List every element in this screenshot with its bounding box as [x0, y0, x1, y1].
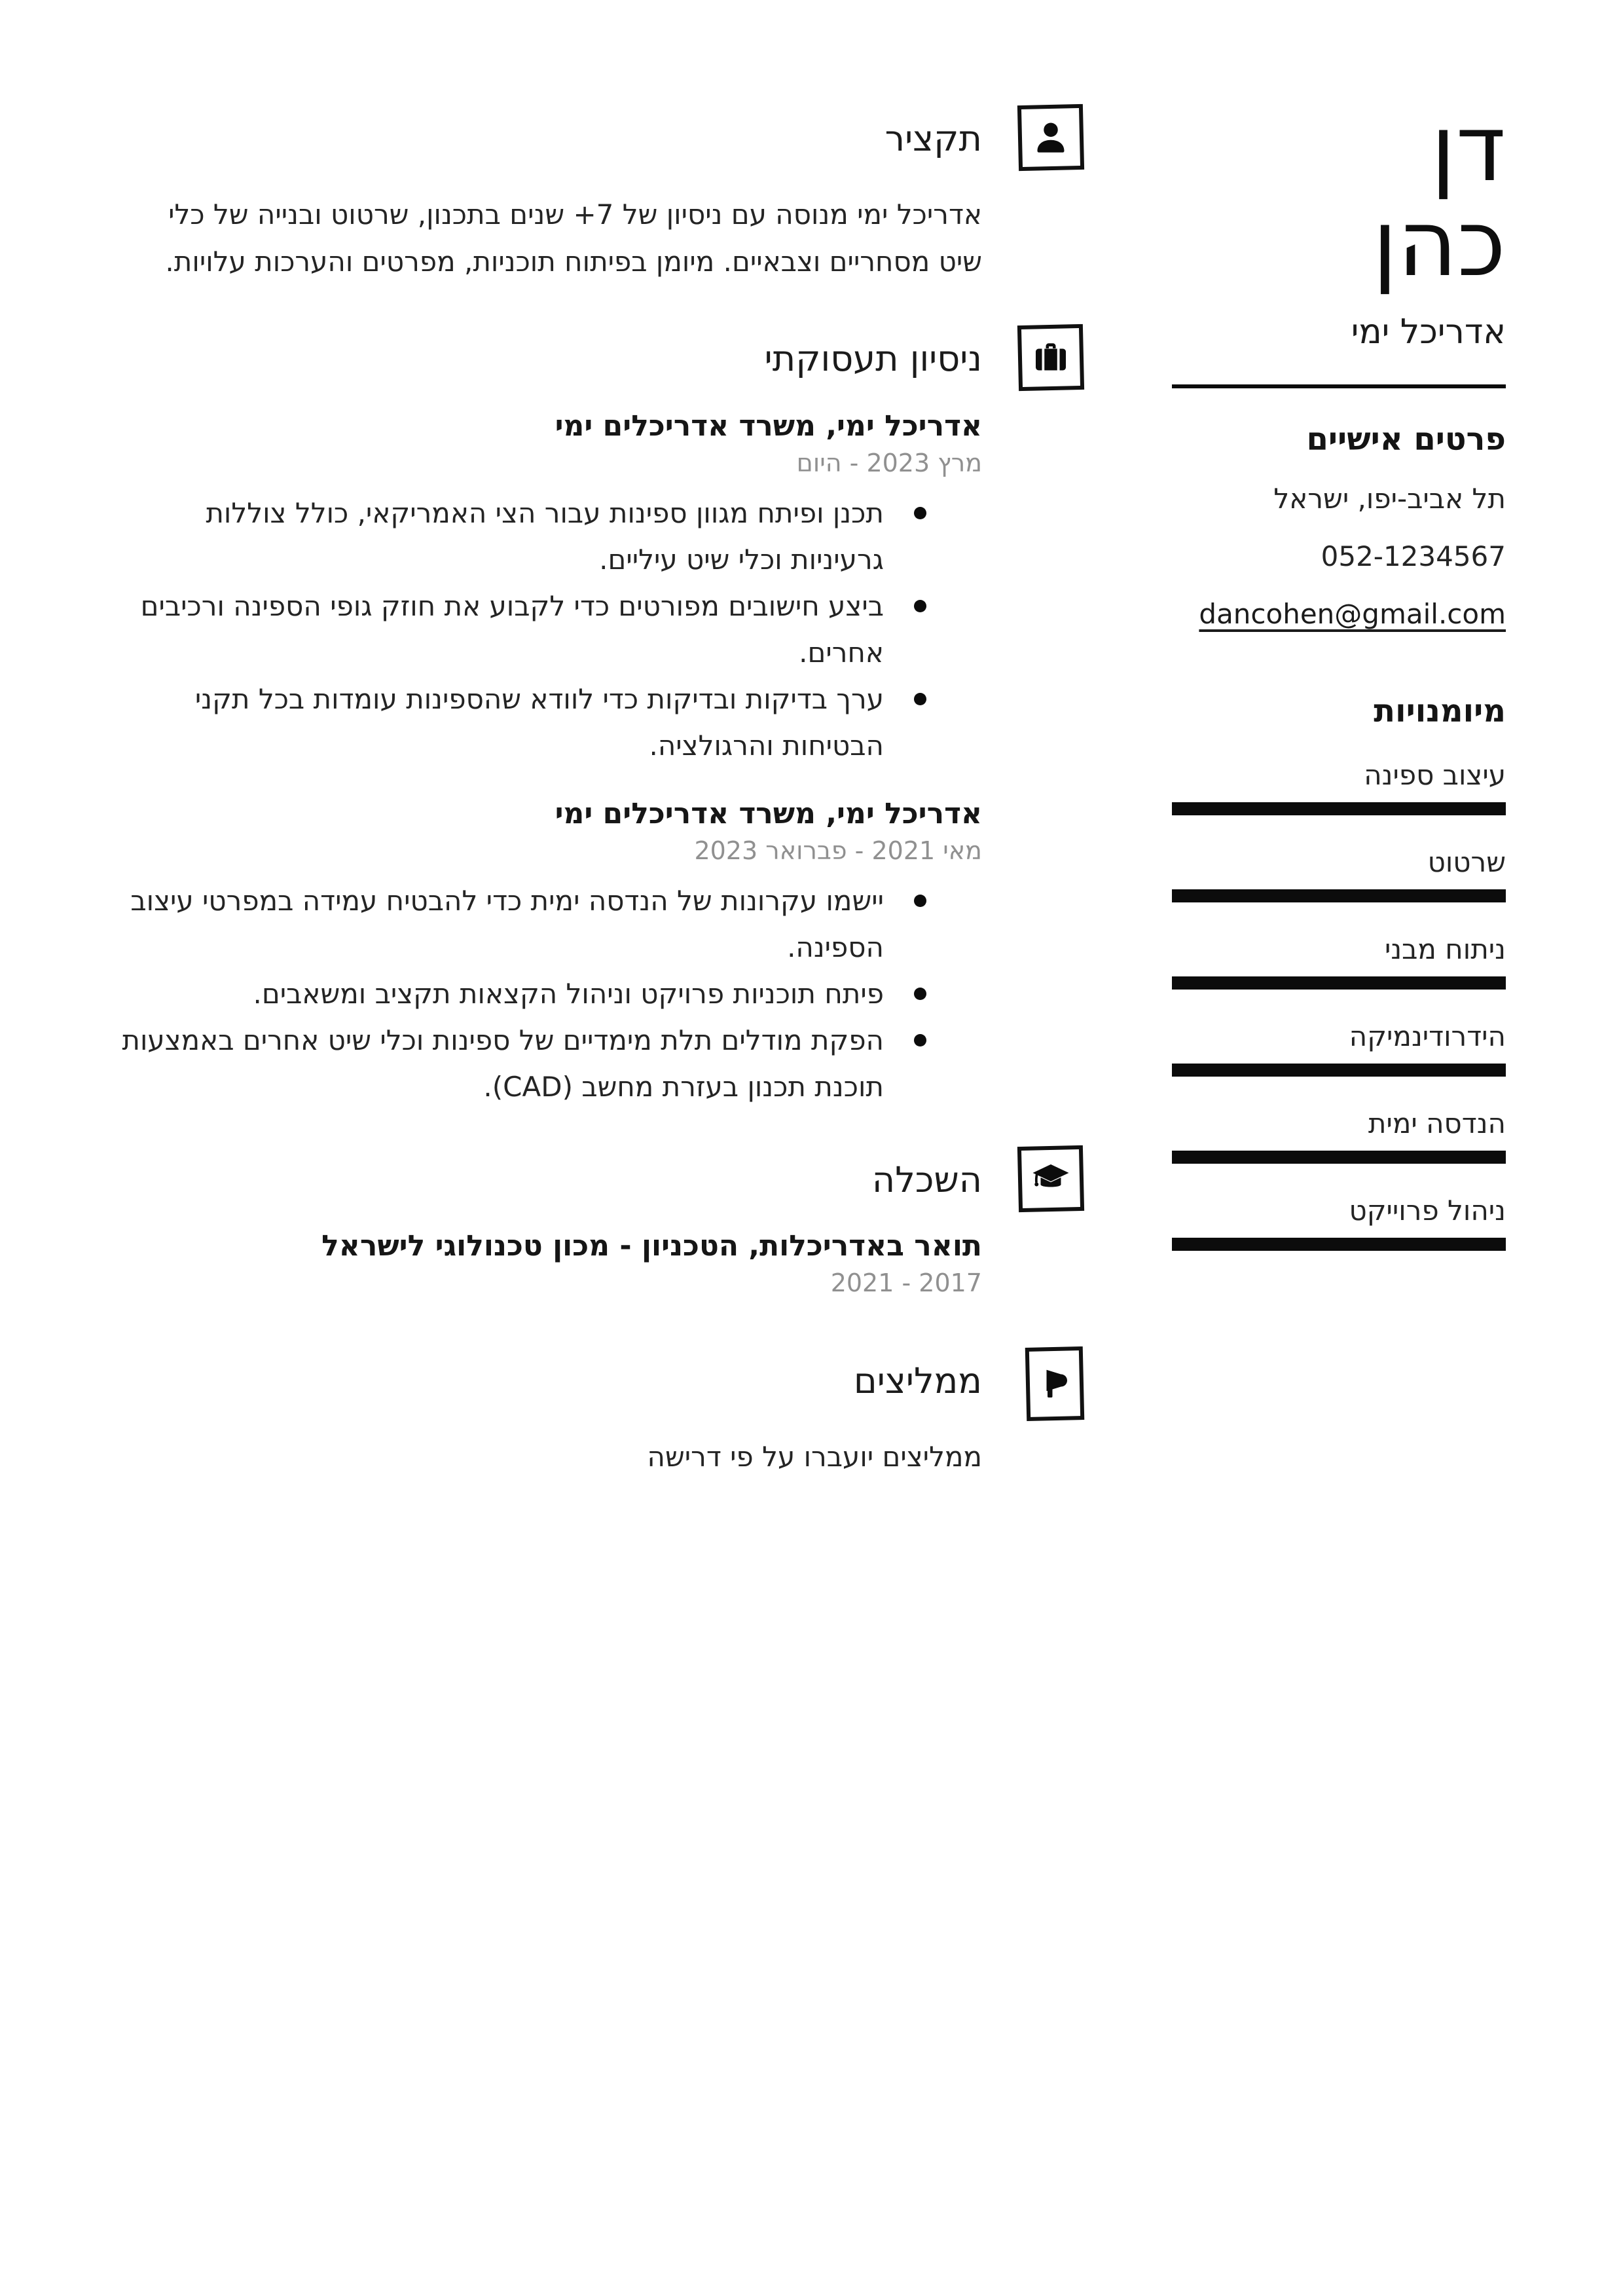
person-job-title: אדריכל ימי — [1351, 312, 1506, 352]
skill-item — [1172, 1194, 1506, 1251]
skill-item — [1172, 1107, 1506, 1164]
job-bullet-list — [118, 878, 982, 1110]
skill-bar — [1172, 802, 1506, 815]
education-entry — [118, 1229, 982, 1298]
job-bullet: הפקת מודלים תלת מימדיים של ספינות וכלי שיט אחרים באמצעות תוכנת תכנון בעזרת מחשב (CAD). — [118, 1017, 982, 1110]
skill-label: עיצוב ספינה — [1364, 759, 1506, 791]
main-column — [118, 0, 1084, 1477]
skill-bar — [1172, 1238, 1506, 1251]
education-heading: השכלה — [871, 1159, 982, 1200]
section-summary — [118, 105, 1084, 286]
phone-number: 052-1234567 — [1321, 540, 1506, 572]
skill-bar — [1172, 976, 1506, 990]
job-bullet: יישמו עקרונות של הנדסה ימית כדי להבטיח עמידה במפרטי עיצוב הספינה. — [118, 878, 982, 971]
education-dates: 2017 - 2021 — [830, 1268, 982, 1297]
job-bullet-list — [118, 490, 982, 769]
references-text: ממליצים יועברו על פי דרישה — [647, 1441, 982, 1473]
skill-label: ניתוח מבני — [1384, 933, 1506, 965]
skill-item — [1172, 1020, 1506, 1077]
summary-heading: תקציר — [884, 118, 982, 159]
email-link[interactable]: dancohen@gmail.com — [1199, 598, 1506, 630]
location-text: תל אביב-יפו, ישראל — [1273, 483, 1506, 515]
person-icon — [1017, 104, 1084, 171]
skill-item — [1172, 759, 1506, 815]
job-entry-2 — [118, 796, 982, 1110]
person-name — [1172, 96, 1506, 297]
person-name-line1: דן — [1431, 96, 1506, 202]
education-degree: תואר באדריכלות, הטכניון - מכון טכנולוגי לישראל — [321, 1229, 982, 1263]
job-bullet: ערך בדיקות ובדיקות כדי לוודא שהספינות עומדות בכל תקני הבטיחות והרגולציה. — [118, 676, 982, 769]
person-name-line2: כהן — [1372, 191, 1506, 297]
graduation-cap-icon — [1017, 1145, 1084, 1212]
skill-bar — [1172, 1064, 1506, 1077]
skill-item — [1172, 933, 1506, 990]
education-header — [118, 1146, 1084, 1212]
job-entry-1 — [118, 409, 982, 769]
skills-heading: מיומנויות — [1374, 693, 1506, 730]
skill-label: ניהול פרוייקט — [1349, 1194, 1506, 1227]
job-title: אדריכל ימי, משרד אדריכלים ימי — [555, 409, 982, 443]
personal-details-heading: פרטים אישיים — [1306, 421, 1506, 458]
skill-bar — [1172, 1151, 1506, 1164]
job-title: אדריכל ימי, משרד אדריכלים ימי — [555, 797, 982, 830]
summary-header — [118, 105, 1084, 170]
skill-label: הידרודינמיקה — [1349, 1020, 1506, 1052]
job-dates: מרץ 2023 - היום — [796, 449, 982, 477]
megaphone-icon — [1025, 1346, 1085, 1421]
job-dates: מאי 2021 - פברואר 2023 — [694, 836, 982, 865]
skill-label: שרטוט — [1427, 846, 1506, 878]
briefcase-icon — [1017, 324, 1084, 391]
job-bullet: ביצע חישובים מפורטים כדי לקבוע את חוזק גופי הספינה ורכיבים אחרים. — [118, 583, 982, 676]
sidebar — [1172, 0, 1506, 1282]
section-references — [118, 1347, 1084, 1477]
skill-item — [1172, 846, 1506, 902]
section-experience — [118, 325, 1084, 1110]
sidebar-divider — [1172, 384, 1506, 388]
section-education — [118, 1146, 1084, 1298]
email-row — [1172, 598, 1506, 631]
summary-text: אדריכל ימי מנוסה עם ניסיון של 7+ שנים בתכנון, שרטוט ובנייה של כלי שיט מסחריים וצבאיים. מיומן בפיתוח תוכניות, מפרטים והערכות עלויות. — [165, 198, 982, 278]
job-bullet: תכנן ופיתח מגוון ספינות עבור הצי האמריקאי, כולל צוללות גרעיניות וכלי שיט עיליים. — [118, 490, 982, 583]
skill-label: הנדסה ימית — [1368, 1107, 1506, 1139]
skills-list — [1172, 759, 1506, 1251]
skill-bar — [1172, 889, 1506, 902]
job-bullet: פיתח תוכניות פרויקט וניהול הקצאות תקציב ומשאבים. — [118, 971, 982, 1017]
references-header — [118, 1347, 1084, 1413]
experience-heading: ניסיון תעסוקתי — [764, 338, 982, 379]
experience-header — [118, 325, 1084, 390]
references-heading: ממליצים — [853, 1360, 982, 1401]
